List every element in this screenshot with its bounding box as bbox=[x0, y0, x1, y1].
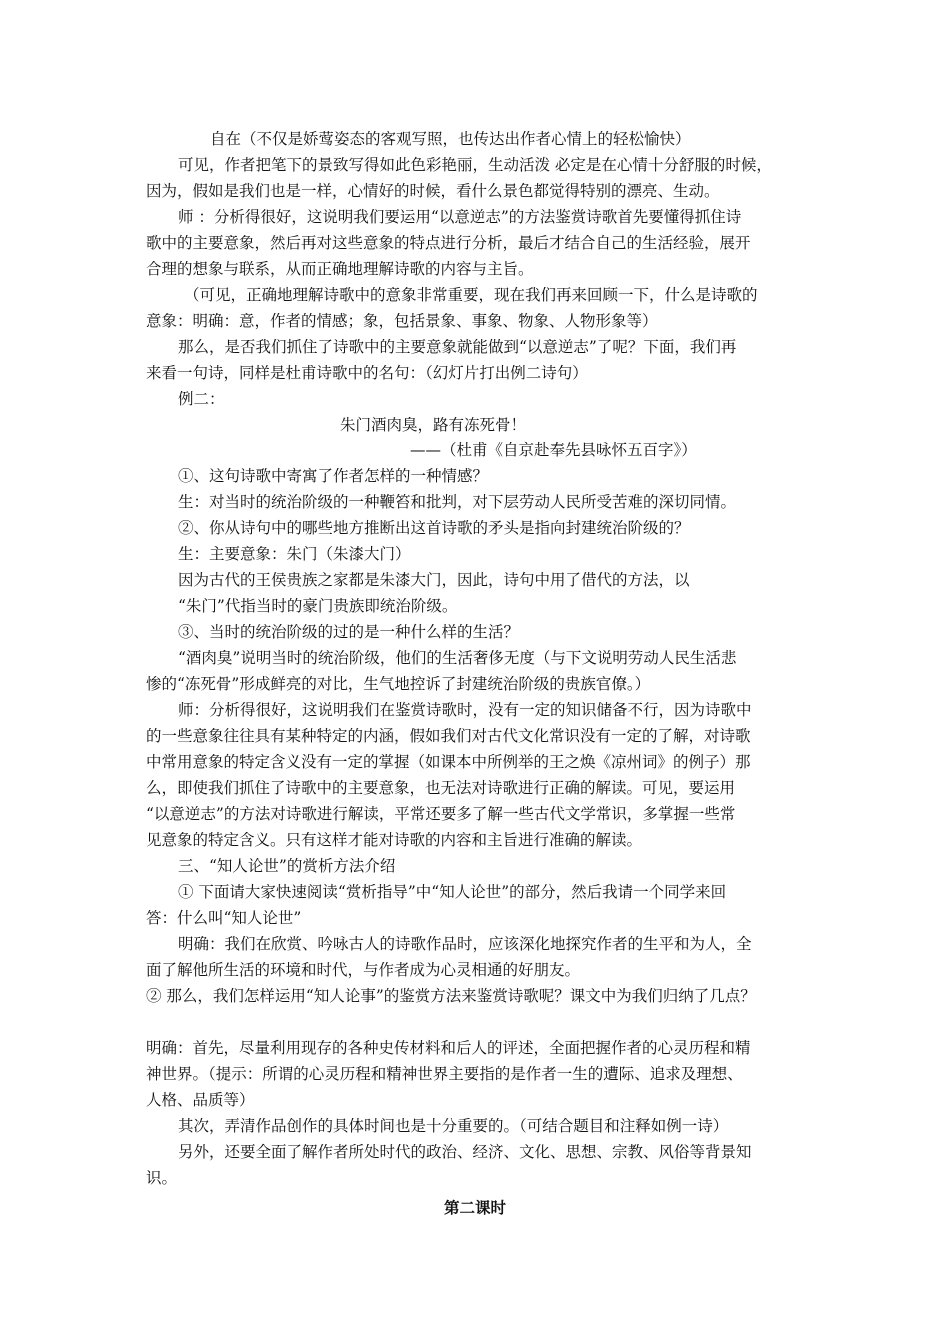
poem-source: ——（杜甫《自京赴奉先县咏怀五百字》） bbox=[410, 441, 697, 459]
text-line: 神世界。（提示：所谓的心灵历程和精神世界主要指的是作者一生的遭际、追求及理想、 bbox=[146, 1065, 743, 1083]
text-line: ③、当时的统治阶级的过的是一种什么样的生活？ bbox=[178, 623, 520, 641]
text-line: 另外，还要全面了解作者所处时代的政治、经济、文化、思想、宗教、风俗等背景知 bbox=[178, 1143, 752, 1161]
lesson-heading: 第二课时 bbox=[443, 1199, 506, 1217]
text-line: ① 下面请大家快速阅读“赏析指导”中“知人论世”的部分，然后我请一个同学来回 bbox=[178, 883, 727, 901]
text-line: 面了解他所生活的环境和时代，与作者成为心灵相通的好朋友。 bbox=[146, 961, 581, 979]
text-line: 明确：首先，尽量利用现存的各种史传材料和后人的评述，全面把握作者的心灵历程和精 bbox=[146, 1039, 751, 1057]
text-line: 见意象的特定含义。只有这样才能对诗歌的内容和主旨进行准确的解读。 bbox=[146, 831, 643, 849]
text-line: 意象：明确：意，作者的情感；象，包括景象、事象、物象、人物形象等） bbox=[146, 312, 658, 330]
text-line: ② 那么，我们怎样运用“知人论事”的鉴赏方法来鉴赏诗歌呢？课文中为我们归纳了几点？ bbox=[146, 987, 756, 1005]
text-line: “朱门”代指当时的豪门贵族即统治阶级。 bbox=[178, 597, 458, 615]
text-line: 人格、品质等） bbox=[146, 1091, 255, 1109]
text-line: ①、这句诗歌中寄寓了作者怎样的一种情感？ bbox=[178, 467, 489, 485]
text-line: “酒肉臭”说明当时的统治阶级，他们的生活奢侈无度（与下文说明劳动人民生活悲 bbox=[178, 649, 737, 667]
text-line: 其次，弄清作品创作的具体时间也是十分重要的。（可结合题目和注释如例一诗） bbox=[178, 1117, 729, 1135]
text-line: 明确：我们在欣赏、吟咏古人的诗歌作品时，应该深化地探究作者的生平和为人，全 bbox=[178, 935, 752, 953]
text-line: 合理的想象与联系，从而正确地理解诗歌的内容与主旨。 bbox=[146, 260, 534, 278]
text-line: 师：分析得很好，这说明我们在鉴赏诗歌时，没有一定的知识储备不行，因为诗歌中 bbox=[178, 701, 752, 719]
text-line: （可见，正确地理解诗歌中的意象非常重要，现在我们再来回顾一下，什么是诗歌的 bbox=[184, 286, 758, 304]
text-line: 因为，假如是我们也是一样，心情好的时候，看什么景色都觉得特别的漂亮、生动。 bbox=[146, 182, 720, 200]
section-heading: 三、“知人论世”的赏析方法介绍 bbox=[178, 857, 396, 875]
text-line: “以意逆志”的方法对诗歌进行解读，平常还要多了解一些古代文学常识，多掌握一些常 bbox=[146, 805, 736, 823]
text-line: 么，即使我们抓住了诗歌中的主要意象，也无法对诗歌进行正确的解读。可见，要运用 bbox=[146, 779, 736, 797]
text-line: 因为古代的王侯贵族之家都是朱漆大门，因此，诗句中用了借代的方法，以 bbox=[178, 571, 690, 589]
text-line: 自在（不仅是娇莺姿态的客观写照，也传达出作者心情上的轻松愉快） bbox=[210, 130, 691, 148]
text-line: 答：什么叫“知人论世” bbox=[146, 909, 302, 927]
text-line: 可见，作者把笔下的景致写得如此色彩艳丽，生动活泼 必定是在心情十分舒服的时候， bbox=[178, 156, 772, 174]
text-line: 识。 bbox=[146, 1169, 178, 1187]
text-line: 歌中的主要意象，然后再对这些意象的特点进行分析，最后才结合自己的生活经验，展开 bbox=[146, 234, 751, 252]
text-line: 师 ：分析得很好，这说明我们要运用“以意逆志”的方法鉴赏诗歌首先要懂得抓住诗 bbox=[178, 208, 742, 226]
text-line: 的一些意象往往具有某种特定的内涵，假如我们对古代文化常识没有一定的了解，对诗歌 bbox=[146, 727, 751, 745]
poem-line: 朱门酒肉臭，路有冻死骨！ bbox=[340, 416, 527, 434]
text-line: 惨的“冻死骨”形成鲜亮的对比，生气地控诉了封建统治阶级的贵族官僚。） bbox=[146, 675, 651, 693]
text-line: 来看一句诗，同样是杜甫诗歌中的名句：（幻灯片打出例二诗句） bbox=[146, 364, 588, 382]
text-line: 那么，是否我们抓住了诗歌中的主要意象就能做到“以意逆志”了呢？下面，我们再 bbox=[178, 338, 737, 356]
text-line: 生：对当时的统治阶级的一种鞭笞和批判，对下层劳动人民所受苦难的深切同情。 bbox=[178, 493, 737, 511]
text-line: 例二： bbox=[178, 390, 225, 408]
text-line: 中常用意象的特定含义没有一定的掌握（如课本中所例举的王之焕《凉州词》的例子）那 bbox=[146, 753, 751, 771]
text-line: ②、你从诗句中的哪些地方推断出这首诗歌的矛头是指向封建统治阶级的？ bbox=[178, 519, 690, 537]
text-line: 生：主要意象：朱门（朱漆大门） bbox=[178, 545, 411, 563]
